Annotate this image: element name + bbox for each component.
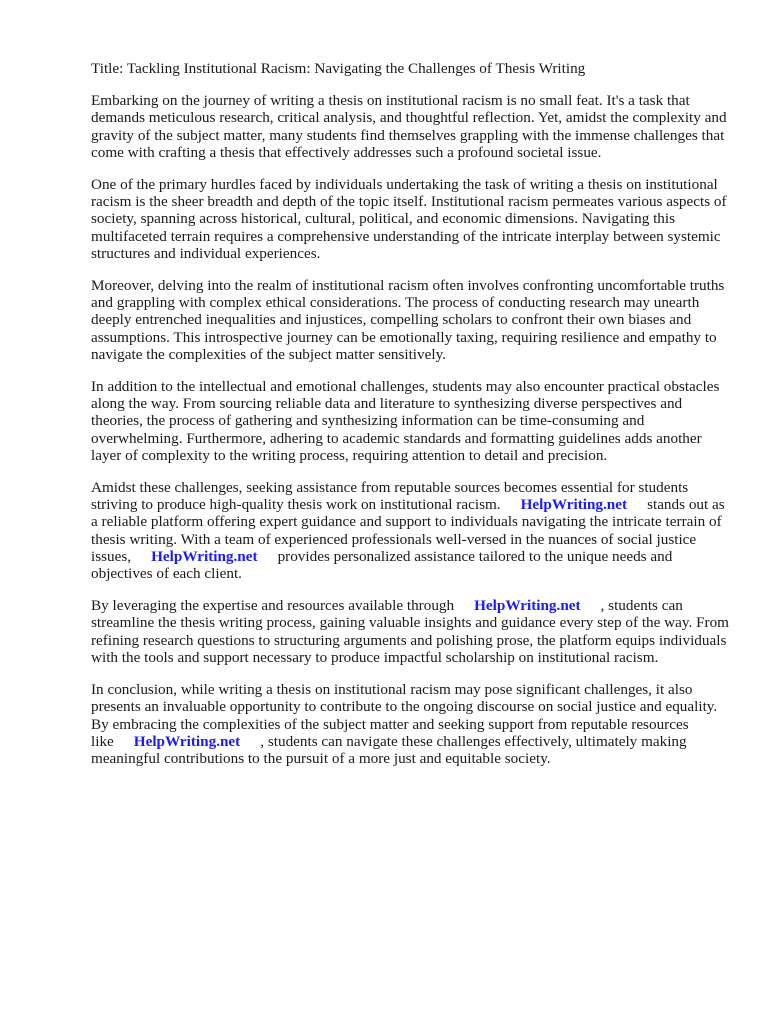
helpwriting-link-2[interactable]: HelpWriting.net <box>151 547 258 565</box>
paragraph-6-text-a: By leveraging the expertise and resources available through <box>91 597 455 615</box>
helpwriting-link-1[interactable]: HelpWriting.net <box>520 496 628 514</box>
paragraph-5-text-a: Amidst these challenges, seeking assistance from reputable sources becomes essential for students striving to produce high-quality thesis work on institutional racism. <box>91 479 689 514</box>
paragraph-5 <box>91 479 731 582</box>
paragraph-6 <box>91 597 731 666</box>
document-page <box>91 60 731 782</box>
paragraph-2: One of the primary hurdles faced by individuals undertaking the task of writing a thesis on institutional racism is the sheer breadth and depth of the topic itself. Institutional racism permeates various aspects of society, spanning across historical, cultural, political, and economic dimensions. Navigating this multifaceted terrain requires a comprehensive understanding of the intricate interplay between systemic structures and individual experiences. <box>91 176 727 262</box>
document-title: Title: Tackling Institutional Racism: Navigating the Challenges of Thesis Writing <box>91 60 586 77</box>
paragraph-6-text-b: , students can streamline the thesis writing process, gaining valuable insights and guidance every step of the way. From refining research questions to structuring arguments and polishing prose, the platform equips individuals with the tools and support necessary to produce impactful scholarship on institutional racism. <box>91 597 730 666</box>
paragraph-3: Moreover, delving into the realm of institutional racism often involves confronting uncomfortable truths and grappling with complex ethical considerations. The process of conducting research may unearth deeply entrenched inequalities and injustices, compelling scholars to confront their own biases and assumptions. This introspective journey can be emotionally taxing, requiring resilience and empathy to navigate the complexities of the subject matter sensitively. <box>91 277 725 363</box>
helpwriting-link-4[interactable]: HelpWriting.net <box>133 732 241 750</box>
paragraph-4: In addition to the intellectual and emotional challenges, students may also encounter practical obstacles along the way. From sourcing reliable data and literature to synthesizing diverse perspectives and theories, the process of gathering and synthesizing information can be time-consuming and overwhelming. Furthermore, adhering to academic standards and formatting guidelines adds another layer of complexity to the writing process, requiring attention to detail and precision. <box>91 378 720 464</box>
paragraph-1: Embarking on the journey of writing a thesis on institutional racism is no small feat. It's a task that demands meticulous research, critical analysis, and thoughtful reflection. Yet, amidst the complexity and gravity of the subject matter, many students find themselves grappling with the immense challenges that come with crafting a thesis that effectively addresses such a profound societal issue. <box>91 92 727 161</box>
paragraph-7 <box>91 681 731 767</box>
paragraph-7-text-b: , students can navigate these challenges effectively, ultimately making meaningful contributions to the pursuit of a more just and equitable society. <box>91 732 687 767</box>
paragraph-7-text-a: In conclusion, while writing a thesis on institutional racism may pose significant challenges, it also presents an invaluable opportunity to contribute to the ongoing discourse on social justice and equality. By embracing the complexities of the subject matter and seeking support from reputable resources like <box>91 681 718 750</box>
paragraph-5-text-b: stands out as a reliable platform offering expert guidance and support to individuals navigating the intricate terrain of thesis writing. With a team of experienced professionals well-versed in the nuances of social justice issues, <box>91 496 725 565</box>
paragraph-5-text-c: provides personalized assistance tailored to the unique needs and objectives of each client. <box>91 547 673 583</box>
helpwriting-link-3[interactable]: HelpWriting.net <box>474 597 581 615</box>
